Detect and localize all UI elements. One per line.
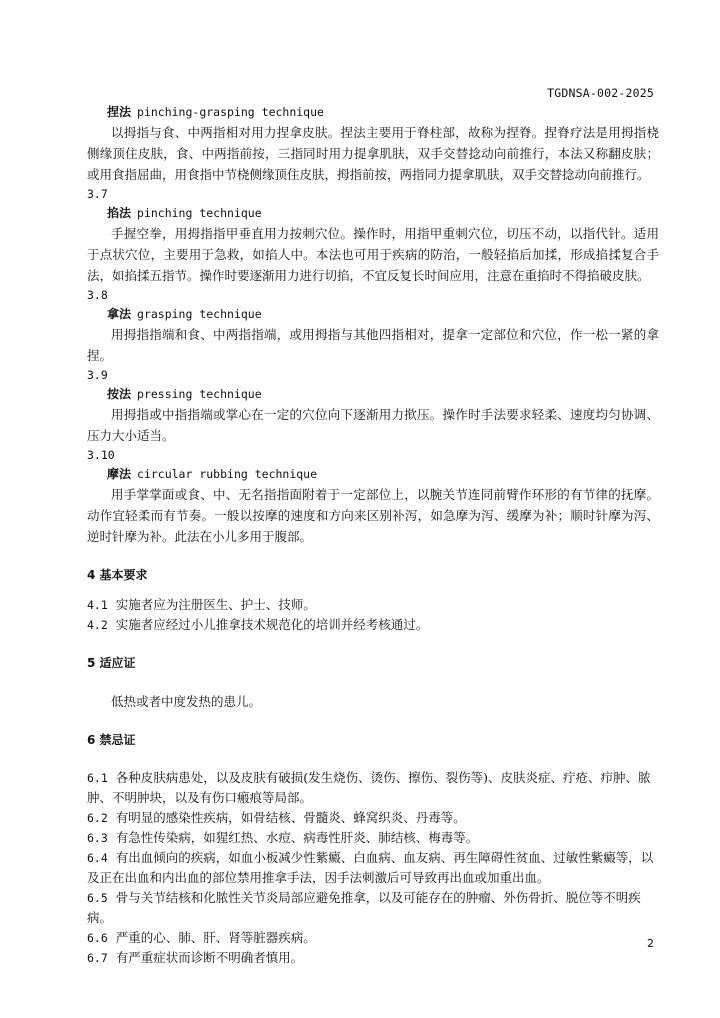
list-item: 6.5 骨与关节结核和化脓性关节炎局部应避免推拿，以及可能存在的肿瘤、外伤骨折、脱位等不明疾病。 [87, 890, 641, 925]
list-item: 6.6 严重的心、肺、肝、肾等脏器疾病。 [87, 930, 316, 945]
page-number: 2 [647, 937, 654, 950]
term-title-en: pressing technique [137, 387, 262, 401]
page-content [87, 103, 659, 968]
list-item: 6.4 有出血倾向的疾病，如血小板减少性紫癜、白血病、血友病、再生障碍性贫血、过敏性紫癜等，以及正在出血和内出血的部位禁用推拿手法，因手法刺激后可导致再出血或加重出血。 [87, 850, 654, 885]
list-item: 6.7 有严重症状而诊断不明确者慎用。 [87, 950, 304, 965]
term-title-en: grasping technique [137, 307, 262, 321]
term-title-zh: 掐法 [107, 206, 132, 220]
term-definition-pressing: 用拇指或中指指端或掌心在一定的穴位向下逐渐用力揿压。操作时手法要求轻柔、速度均匀协调、压力大小适当。 [87, 407, 659, 443]
term-title-zh: 拿法 [107, 307, 132, 321]
term-definition-grasping: 用拇指指端和食、中两指指端，或用拇指与其他四指相对，提拿一定部位和穴位，作一松一紧的拿捏。 [87, 327, 659, 363]
clause-number-3-10: 3.10 [87, 448, 115, 462]
list-item: 6.2 有明显的感染性疾病，如骨结核、骨髓炎、蜂窝织炎、丹毒等。 [87, 810, 466, 825]
term-title-en: pinching-grasping technique [137, 105, 324, 119]
list-item: 4.1 实施者应为注册医生、护士、技师。 [87, 597, 316, 612]
term-title-en: circular rubbing technique [137, 467, 318, 481]
section-heading-basic-requirements: 4 基本要求 [87, 568, 148, 582]
term-heading-pinching [87, 204, 659, 223]
term-title-zh: 摩法 [107, 467, 132, 481]
term-definition-circular-rubbing: 用手掌掌面或食、中、无名指指面附着于一定部位上，以腕关节连同前臂作环形的有节律的抚摩。动作宜轻柔而有节奏。一般以按摩的速度和方向来区别补泻，如急摩为泻、缓摩为补；顺时针摩为泻、逆时针摩为补。此法在小儿多用于腹部。 [87, 487, 659, 544]
term-definition-pinching: 手握空拳，用拇指指甲垂直用力按刺穴位。操作时，用指甲重刺穴位，切压不动，以指代针。适用于点状穴位，主要用于急救，如掐人中。本法也可用于疾病的防治，一般轻掐后加揉，形成掐揉复合手法，如掐揉五指节。操作时要逐渐用力进行切掐，不宜反复长时间应用，注意在重掐时不得掐破皮肤。 [87, 226, 659, 283]
term-title-zh: 按法 [107, 387, 132, 401]
section-heading-contraindications: 6 禁忌证 [87, 733, 136, 747]
list-item: 6.3 有急性传染病，如猩红热、水痘、病毒性肝炎、肺结核、梅毒等。 [87, 830, 479, 845]
indications-text: 低热或者中度发热的患儿。 [111, 694, 262, 709]
term-definition-pinching-grasping: 以拇指与食、中两指相对用力捏拿皮肤。捏法主要用于脊柱部，故称为捏脊。捏脊疗法是用拇指桡侧缘顶住皮肤，食、中两指前按，三指同时用力提拿肌肤，双手交替捻动向前推行，本法又称翻皮肤；或用食指屈曲，用食指中节桡侧缘顶住皮肤，拇指前按，两指同力提拿肌肤，双手交替捻动向前推行。 [87, 125, 659, 182]
term-heading-pinching-grasping [87, 103, 659, 122]
document-id-header: TGDNSA-002-2025 [547, 86, 654, 100]
clause-number-3-7: 3.7 [87, 187, 108, 201]
term-title-zh: 捏法 [107, 105, 132, 119]
list-item: 6.1 各种皮肤病患处，以及皮肤有破损(发生烧伤、烫伤、擦伤、裂伤等)、皮肤炎症、疔疮、疖肿、脓肿、不明肿块，以及有伤口瘢痕等局部。 [87, 770, 651, 805]
clause-number-3-9: 3.9 [87, 368, 108, 382]
list-item: 4.2 实施者应经过小儿推拿技术规范化的培训并经考核通过。 [87, 617, 429, 632]
clause-number-3-8: 3.8 [87, 288, 108, 302]
term-heading-grasping [87, 305, 659, 324]
term-heading-circular-rubbing [87, 465, 659, 484]
term-heading-pressing [87, 385, 659, 404]
term-title-en: pinching technique [137, 206, 262, 220]
section-heading-indications: 5 适应证 [87, 656, 136, 670]
